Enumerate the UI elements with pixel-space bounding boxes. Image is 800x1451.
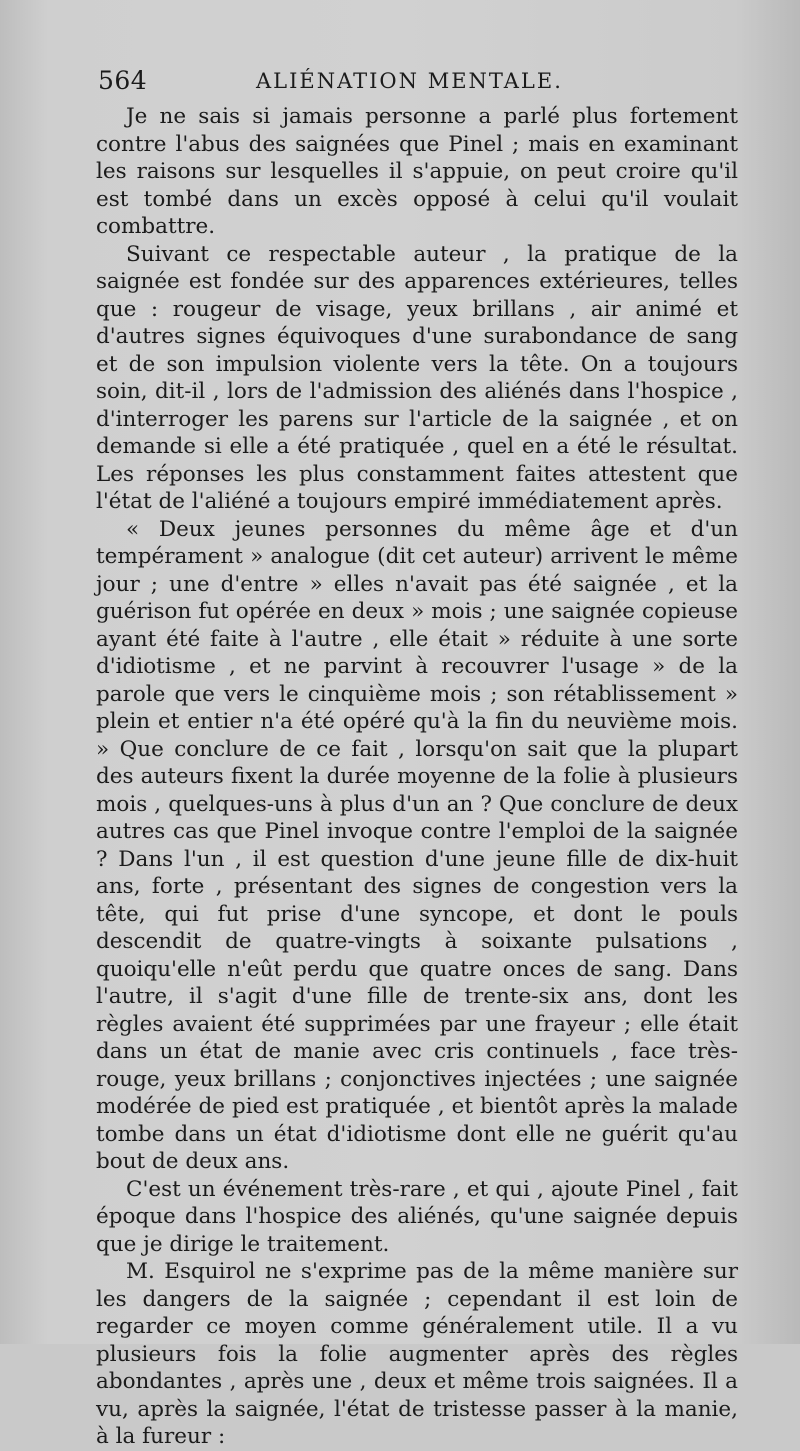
paragraph-2: Suivant ce respectable auteur , la pratique de la saignée est fondée sur des apparences extérieures, telles que : rougeur de visage, yeux brillans , air animé et d'autres signes équivoques d'une surabondance de sang et de son impulsion violente vers la tête. On a toujours soin, dit-il , lors de l'admission des aliénés dans l'hospice , d'interroger les parens sur l'article de la saignée , et on demande si elle a été pratiquée , quel en a été le résultat. Les réponses les plus constamment faites attestent que l'état de l'aliéné a toujours empiré immédiatement après. <box>96 241 738 514</box>
paragraph-5: M. Esquirol ne s'exprime pas de la même manière sur les dangers de la saignée ; cependant il est loin de regarder ce moyen comme généralement utile. Il a vu plusieurs fois la folie augmenter après des règles abondantes , après une , deux et même trois saignées. Il a vu, après la saignée, l'état de tristesse passer à la manie, à la fureur : <box>96 1259 738 1449</box>
paragraph-4: C'est un événement très-rare , et qui , ajoute Pinel , fait époque dans l'hospice des aliénés, qu'une saignée depuis que je dirige le traitement. <box>96 1176 738 1257</box>
page-number: 564 <box>98 66 148 95</box>
running-title: ALIÉNATION MENTALE. <box>256 69 563 93</box>
paragraph-3-quotation: « Deux jeunes personnes du même âge et d'un tempérament » analogue (dit cet auteur) arrivent le même jour ; une d'entre » elles n'avait pas été saignée , et la guérison fut opérée en deux » mois ; une saignée copieuse ayant été faite à l'autre , elle était » réduite à une sorte d'idiotisme , et ne parvint à recouvrer l'usage » de la parole que vers le cinquième mois ; son rétablissement » plein et entier n'a été opéré qu'à la fin du neuvième mois. » Que conclure de ce fait , lorsqu'on sait que la plupart des auteurs fixent la durée moyenne de la folie à plusieurs mois , quelques-uns à plus d'un an ? Que conclure de deux autres cas que Pinel invoque contre l'emploi de la saignée ? Dans l'un , il est question d'une jeune fille de dix-huit ans, forte , présentant des signes de congestion vers la tête, qui fut prise d'une syncope, et dont le pouls descendit de quatre-vingts à soixante pulsations , quoiqu'elle n'eût perdu que quatre onces de sang. Dans l'autre, il s'agit d'une fille de trente-six ans, dont les règles avaient été supprimées par une frayeur ; elle était dans un état de manie avec cris continuels , face très-rouge, yeux brillans ; conjonctives injectées ; une saignée modérée de pied est pratiquée , et bientôt après la malade tombe dans un état d'idiotisme dont elle ne guérit qu'au bout de deux ans. <box>96 516 738 1174</box>
page-header <box>96 66 736 100</box>
body-text <box>96 103 738 1451</box>
paragraph-1: Je ne sais si jamais personne a parlé plus fortement contre l'abus des saignées que Pinel ; mais en examinant les raisons sur lesquelles il s'appuie, on peut croire qu'il est tombé dans un excès opposé à celui qu'il voulait combattre. <box>96 104 738 239</box>
